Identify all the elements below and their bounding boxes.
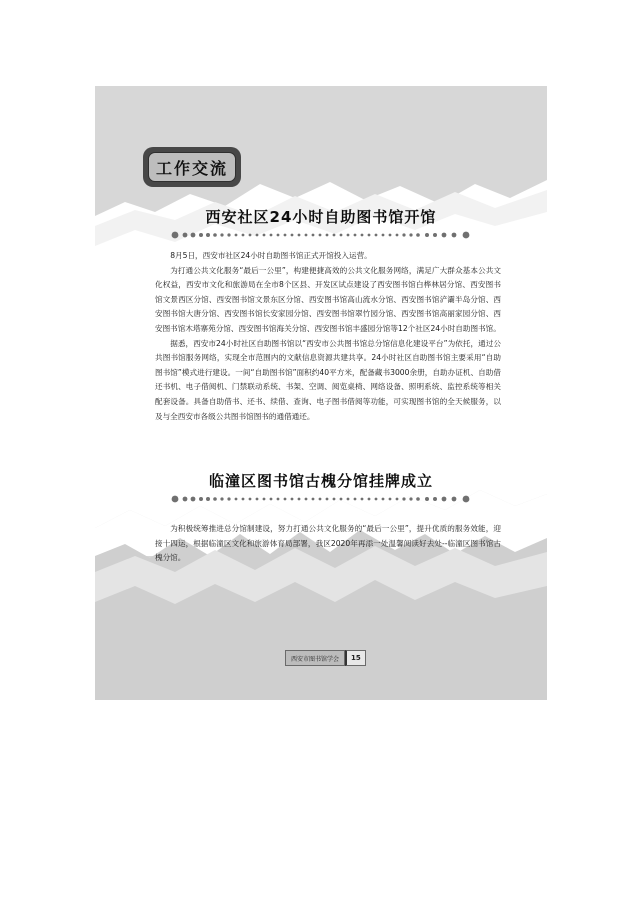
- article-2-dot-divider: [171, 494, 471, 504]
- article-1-paragraph: 8月5日，西安市社区24小时自助图书馆正式开馆投入运营。: [170, 251, 372, 260]
- article-2-paragraph: 为积极统筹推进总分馆制建设，努力打通公共文化服务的“最后一公里”，提升优质的服务效能，迎接十四运，根据临潼区文化和旅游体育局部署，我区2020年再添一处温馨阅读好去处--临潼区图书馆古槐分馆。: [155, 524, 501, 563]
- article-1-paragraph: 据悉，西安市24小时社区自助图书馆以“西安市公共图书馆总分馆信息化建设平台”为依托，通过公共图书馆服务网络，实现全市范围内的文献信息资源共建共享。24小时社区自助图书馆主要采用“自助图书馆”模式进行建设。一间“自助图书馆”面积约40平方米，配备藏书3000余册，自助办证机、自助借还书机、电子借阅机、门禁联动系统、书架、空调、阅览桌椅、网络设备、照明系统、监控系统等相关配套设备。具备自助借书、还书、续借、查询、电子图书借阅等功能，可实现图书馆的全天候服务，以及与全西安市各级公共图书馆图书的通借通还。: [155, 338, 501, 421]
- article-2-title: 临潼区图书馆古槐分馆挂牌成立: [208, 472, 433, 490]
- section-banner-title: 工作交流: [148, 152, 236, 182]
- page-number: 15: [345, 650, 366, 666]
- page-footer: [285, 650, 366, 666]
- article-1-body: [155, 249, 501, 424]
- footer-publisher-label: 西安市图书馆学会: [285, 650, 345, 666]
- article-2-body: [155, 522, 501, 566]
- newsletter-page: [95, 86, 547, 700]
- article-1-dot-divider: [171, 230, 471, 240]
- article-1-paragraph: 为打通公共文化服务“最后一公里”，构建便捷高效的公共文化服务网络，满足广大群众基本公共文化权益，西安市文化和旅游局在全市8个区县、开发区试点建设了西安图书馆白桦林居分馆、西安图书馆文景西区分馆、西安图书馆文景东区分馆、西安图书馆高山流水分馆、西安图书馆浐灞半岛分馆、西安图书馆大唐分馆、西安图书馆长安家园分馆、西安图书馆翠竹园分馆、西安图书馆高丽家园分馆、西安图书馆木塔寨苑分馆、西安图书馆海关分馆、西安图书馆丰盛园分馆等12个社区24小时自助图书馆。: [155, 265, 501, 333]
- article-1-title: 西安社区24小时自助图书馆开馆: [205, 208, 437, 226]
- section-banner: [143, 147, 241, 187]
